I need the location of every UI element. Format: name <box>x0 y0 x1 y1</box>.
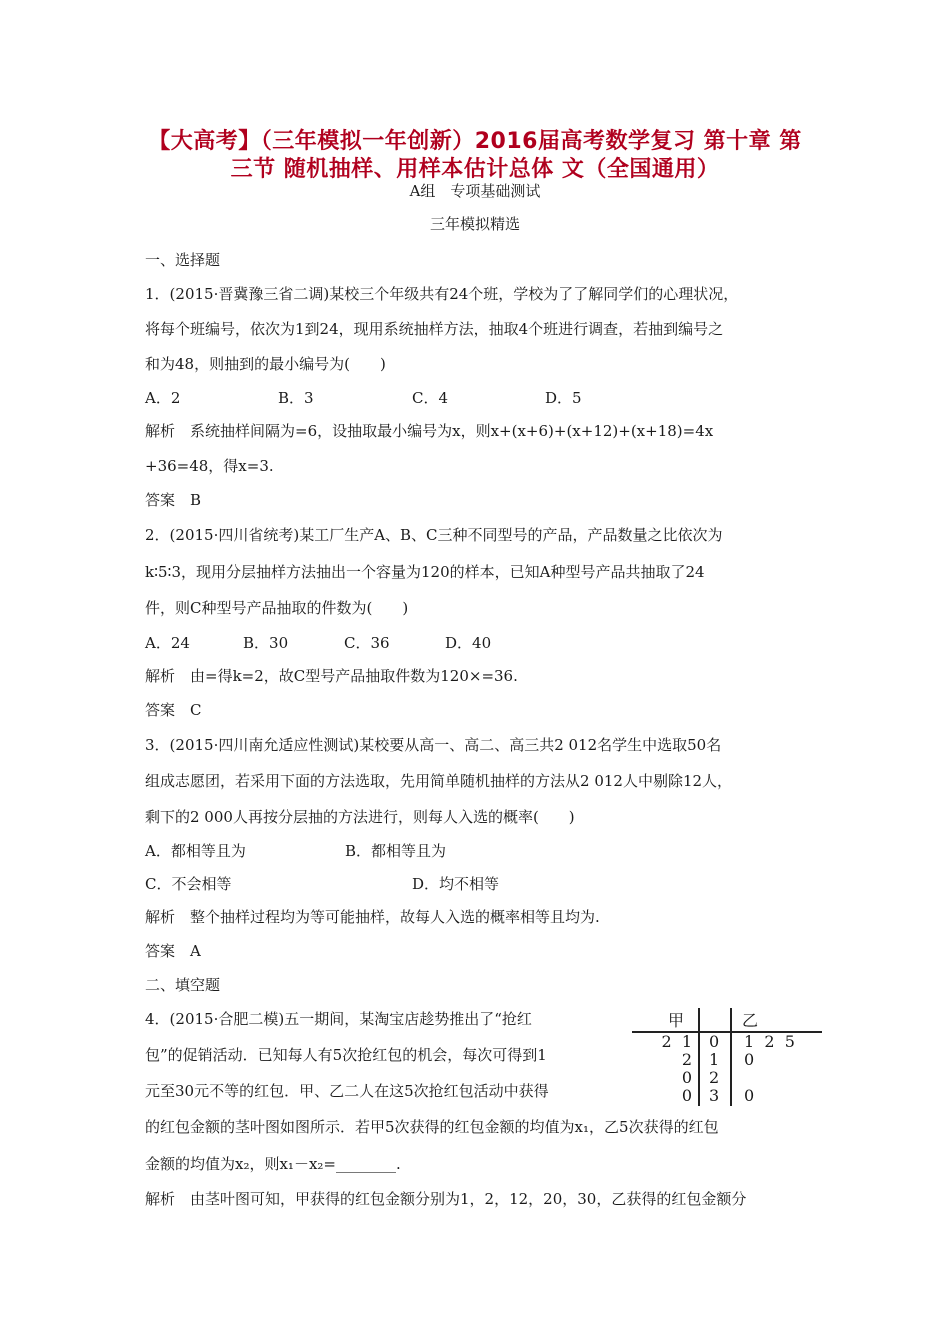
title-line-2: 三节 随机抽样、用样本估计总体 文（全国通用） <box>230 157 720 182</box>
q2-option-b: B．30 <box>243 634 289 652</box>
q1-option-d: D．5 <box>545 389 582 407</box>
q1-option-a: A．2 <box>145 389 181 407</box>
q1-option-c: C．4 <box>412 389 449 407</box>
q3-line-1: 3．(2015·四川南允适应性测试)某校要从高一、高二、高三共2 012名学生中选取50名 <box>145 736 722 754</box>
q4-line-5: 金额的均值为x₂，则x₁－x₂=________. <box>145 1155 401 1173</box>
q3-option-d: D．均不相等 <box>412 875 500 893</box>
section-choice-heading: 一、选择题 <box>145 251 221 269</box>
q1-option-b: B．3 <box>278 389 314 407</box>
q4-line-4: 的红包金额的茎叶图如图所示．若甲5次获得的红包金额的均值为x₁，乙5次获得的红包 <box>145 1118 719 1136</box>
group-heading: A组 专项基础测试 <box>409 182 541 200</box>
title-line-1: 【大高考】（三年模拟一年创新）2016届高考数学复习 第十章 第 <box>148 129 802 154</box>
q1-line-2: 将每个班编号，依次为1到24，现用系统抽样方法，抽取4个班进行调查，若抽到编号之 <box>145 320 724 338</box>
stem-leaf-row-left: 0 <box>681 1068 692 1087</box>
q2-solution-line-1: 解析 由=得k=2，故C型号产品抽取件数为120×=36. <box>145 667 518 685</box>
q3-line-2: 组成志愿团，若采用下面的方法选取，先用简单随机抽样的方法从2 012人中剔除12人， <box>145 772 733 790</box>
q2-option-a: A．24 <box>145 634 190 652</box>
stem-leaf-left-header: 甲 <box>668 1011 685 1030</box>
stem-leaf-row-stem: 0 <box>709 1032 720 1051</box>
q3-option-a: A．都相等且为 <box>145 842 246 860</box>
q3-answer: 答案 A <box>145 942 201 960</box>
stem-leaf-row-stem: 1 <box>709 1050 720 1069</box>
q2-option-c: C．36 <box>344 634 390 652</box>
stem-leaf-row-right: 0 <box>744 1086 755 1105</box>
stem-leaf-row-right: 1 2 5 <box>744 1032 795 1051</box>
q2-line-1: 2．(2015·四川省统考)某工厂生产A、B、C三种不同型号的产品，产品数量之比依次为 <box>145 526 723 544</box>
q3-solution-line-1: 解析 整个抽样过程均为等可能抽样，故每人入选的概率相等且均为. <box>145 908 600 926</box>
stem-leaf-row-left: 0 <box>681 1086 692 1105</box>
stem-leaf-row-right: 0 <box>744 1050 755 1069</box>
q1-answer: 答案 B <box>145 491 202 509</box>
subheading: 三年模拟精选 <box>429 215 520 233</box>
stem-leaf-divider-left <box>698 1008 700 1106</box>
q3-option-c: C．不会相等 <box>145 875 232 893</box>
q4-line-2: 包”的促销活动．已知每人有5次抢红包的机会，每次可得到1 <box>145 1046 547 1064</box>
q4-line-1: 4．(2015·合肥二模)五一期间，某淘宝店趁势推出了“抢红 <box>145 1010 532 1028</box>
q4-line-3: 元至30元不等的红包．甲、乙二人在这5次抢红包活动中获得 <box>145 1082 549 1100</box>
q2-answer: 答案 C <box>145 701 202 719</box>
q2-line-3: 件，则C种型号产品抽取的件数为( ) <box>145 599 409 617</box>
q3-line-3: 剩下的2 000人再按分层抽的方法进行，则每人入选的概率( ) <box>145 808 575 826</box>
section-fill-heading: 二、填空题 <box>145 976 221 994</box>
q4-solution-line-1: 解析 由茎叶图可知，甲获得的红包金额分别为1，2，12，20，30，乙获得的红包金额分 <box>145 1190 747 1208</box>
q2-line-2: k∶5∶3，现用分层抽样方法抽出一个容量为120的样本，已知A种型号产品共抽取了24 <box>145 563 705 581</box>
q1-solution-line-1: 解析 系统抽样间隔为=6，设抽取最小编号为x，则x+(x+6)+(x+12)+(x+18)=4x <box>145 422 714 440</box>
q3-option-b: B．都相等且为 <box>345 842 447 860</box>
q1-line-3: 和为48，则抽到的最小编号为( ) <box>145 355 386 373</box>
stem-leaf-divider-right <box>730 1008 732 1106</box>
stem-leaf-right-header: 乙 <box>742 1011 759 1030</box>
q1-solution-line-2: +36=48，得x=3. <box>145 457 274 475</box>
stem-leaf-row-left: 2 1 <box>661 1032 692 1051</box>
q1-line-1: 1．(2015·晋冀豫三省二调)某校三个年级共有24个班，学校为了了解同学们的心理状况， <box>145 285 739 303</box>
stem-leaf-row-left: 2 <box>681 1050 692 1069</box>
q2-option-d: D．40 <box>445 634 492 652</box>
stem-leaf-row-stem: 3 <box>709 1086 720 1105</box>
stem-leaf-row-stem: 2 <box>709 1068 720 1087</box>
stem-leaf-plot <box>632 1008 822 1106</box>
